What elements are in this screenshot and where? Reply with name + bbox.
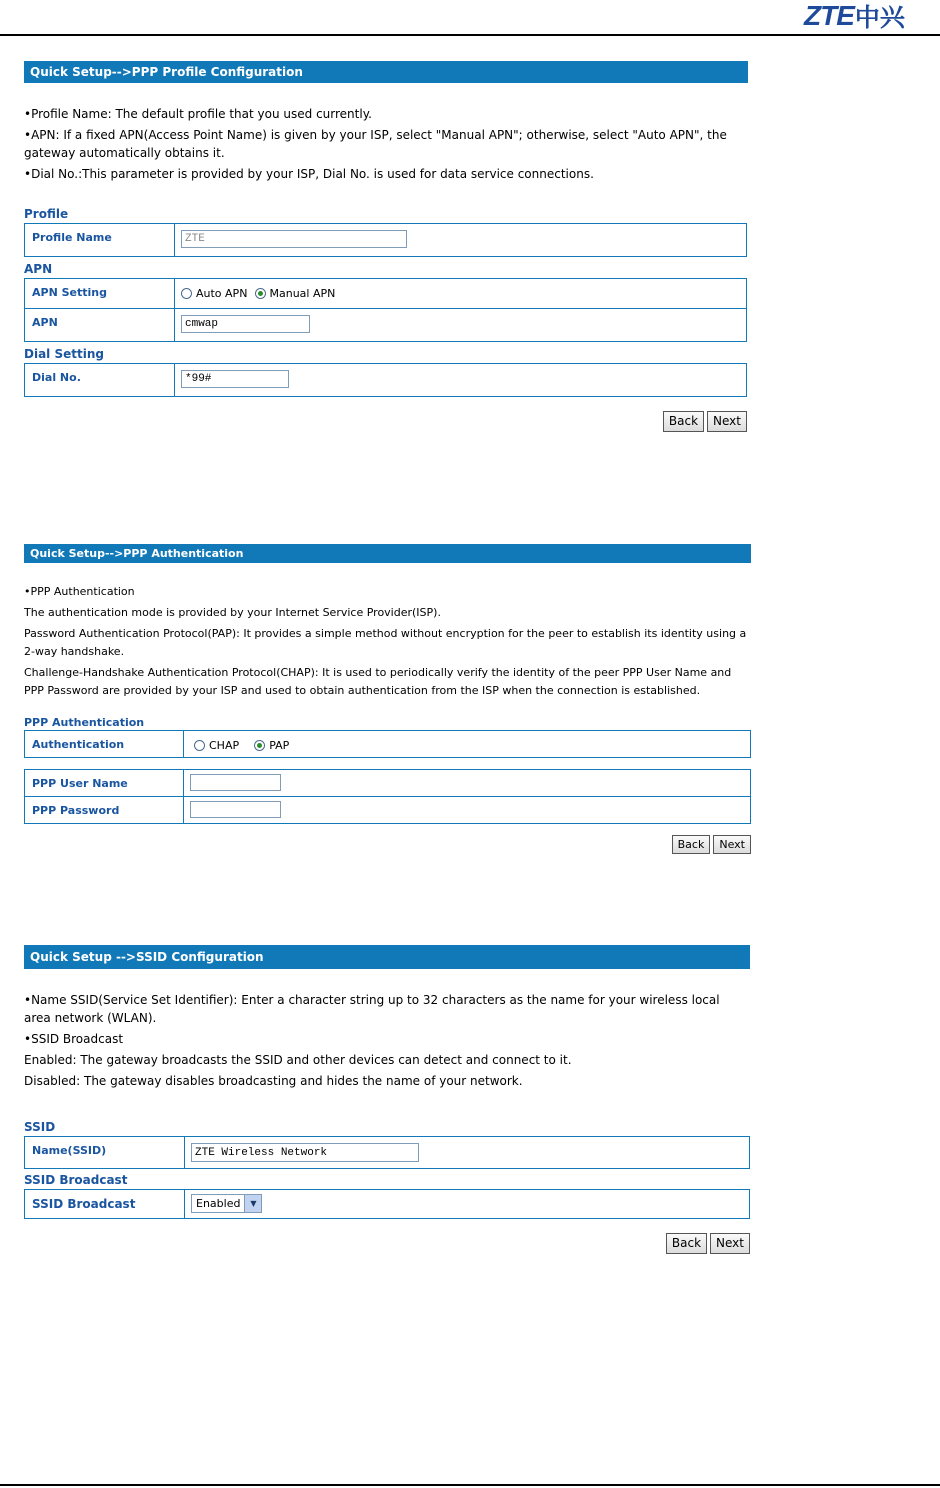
logo-chinese: 中兴 bbox=[854, 3, 905, 32]
section-title: Dial Setting bbox=[24, 347, 104, 361]
field-label: PPP User Name bbox=[25, 770, 184, 797]
desc-line: Password Authentication Protocol(PAP): It provides a simple method without encryption for the peer to establish its identity using a 2-way handshake. bbox=[24, 627, 747, 658]
next-button[interactable]: Next bbox=[710, 1233, 750, 1254]
desc-line: Enabled: The gateway broadcasts the SSID and other devices can detect and connect to it. bbox=[24, 1053, 572, 1067]
dial-number-input[interactable] bbox=[181, 370, 289, 388]
manual-apn-radio[interactable] bbox=[255, 287, 336, 300]
panel-description bbox=[24, 583, 751, 700]
chevron-down-icon[interactable]: ▼ bbox=[244, 1195, 261, 1212]
section-title: SSID bbox=[24, 1120, 56, 1134]
field-label: PPP Password bbox=[25, 797, 184, 824]
chap-radio[interactable] bbox=[194, 739, 239, 752]
desc-line: Disabled: The gateway disables broadcasting and hides the name of your network. bbox=[24, 1074, 523, 1088]
next-button[interactable]: Next bbox=[707, 411, 747, 432]
footer-rule bbox=[0, 1484, 940, 1486]
ssid-name-input[interactable] bbox=[191, 1143, 419, 1162]
ppp-username-input[interactable] bbox=[190, 774, 281, 791]
next-button[interactable]: Next bbox=[713, 835, 751, 854]
panel-title: Quick Setup-->PPP Profile Configuration bbox=[24, 61, 748, 83]
radio-circle bbox=[181, 288, 192, 299]
field-label: APN bbox=[25, 309, 175, 342]
ssid-table bbox=[24, 1136, 750, 1169]
header-rule bbox=[0, 34, 940, 36]
radio-circle-selected bbox=[255, 288, 266, 299]
ssid-configuration-panel bbox=[24, 945, 750, 1254]
field-label: Authentication bbox=[25, 731, 184, 758]
section-title: SSID Broadcast bbox=[24, 1173, 128, 1187]
back-button[interactable]: Back bbox=[666, 1233, 707, 1254]
desc-line: The authentication mode is provided by your Internet Service Provider(ISP). bbox=[24, 606, 441, 619]
pap-radio[interactable] bbox=[254, 739, 289, 752]
panel-title: Quick Setup-->PPP Authentication bbox=[24, 544, 751, 563]
profile-table bbox=[24, 223, 747, 257]
button-row bbox=[24, 411, 747, 432]
back-button[interactable]: Back bbox=[672, 835, 711, 854]
credentials-table bbox=[24, 769, 751, 824]
desc-line: •Name SSID(Service Set Identifier): Enter a character string up to 32 characters as the name for your wireless local area network (WLAN). bbox=[24, 993, 720, 1025]
back-button[interactable]: Back bbox=[663, 411, 704, 432]
apn-input[interactable] bbox=[181, 315, 310, 333]
broadcast-table bbox=[24, 1189, 750, 1219]
apn-table bbox=[24, 278, 747, 342]
panel-description bbox=[24, 105, 748, 183]
logo-latin: ZTE bbox=[804, 0, 854, 31]
dial-table bbox=[24, 363, 747, 397]
desc-line: •Profile Name: The default profile that you used currently. bbox=[24, 107, 372, 121]
section-title: APN bbox=[24, 262, 53, 276]
zte-logo bbox=[804, 0, 905, 32]
radio-label: Manual APN bbox=[269, 287, 336, 300]
button-row bbox=[24, 1233, 750, 1254]
ppp-authentication-panel bbox=[24, 544, 751, 854]
radio-label: Auto APN bbox=[196, 287, 248, 300]
ppp-password-input[interactable] bbox=[190, 801, 281, 818]
desc-line: •APN: If a fixed APN(Access Point Name) is given by your ISP, select "Manual APN"; otherwise, select "Auto APN", the gateway automatically obtains it. bbox=[24, 128, 727, 160]
field-label: APN Setting bbox=[25, 279, 175, 309]
field-label: Profile Name bbox=[25, 224, 175, 257]
ppp-profile-panel bbox=[24, 61, 748, 432]
panel-description bbox=[24, 991, 750, 1090]
field-label: SSID Broadcast bbox=[25, 1190, 185, 1219]
radio-label: PAP bbox=[269, 739, 290, 752]
radio-circle-selected bbox=[254, 740, 265, 751]
radio-label: CHAP bbox=[209, 739, 240, 752]
select-value: Enabled bbox=[196, 1197, 241, 1210]
field-label: Dial No. bbox=[25, 364, 175, 397]
field-label: Name(SSID) bbox=[25, 1137, 185, 1169]
section-title: Profile bbox=[24, 207, 69, 221]
panel-title: Quick Setup -->SSID Configuration bbox=[24, 945, 750, 969]
auto-apn-radio[interactable] bbox=[181, 287, 247, 300]
ssid-broadcast-select[interactable] bbox=[191, 1194, 262, 1213]
profile-name-input[interactable] bbox=[181, 230, 407, 248]
desc-line: •SSID Broadcast bbox=[24, 1032, 124, 1046]
desc-line: Challenge-Handshake Authentication Protocol(CHAP): It is used to periodically verify the identity of the peer PPP User Name and PPP Password are provided by your ISP and used to obtain authentication from the ISP when the connection is established. bbox=[24, 666, 732, 697]
desc-line: •Dial No.:This parameter is provided by your ISP, Dial No. is used for data service connections. bbox=[24, 167, 594, 181]
radio-circle bbox=[194, 740, 205, 751]
button-row bbox=[24, 835, 751, 854]
section-title: PPP Authentication bbox=[24, 716, 145, 729]
desc-line: •PPP Authentication bbox=[24, 585, 135, 598]
auth-mode-table bbox=[24, 730, 751, 758]
